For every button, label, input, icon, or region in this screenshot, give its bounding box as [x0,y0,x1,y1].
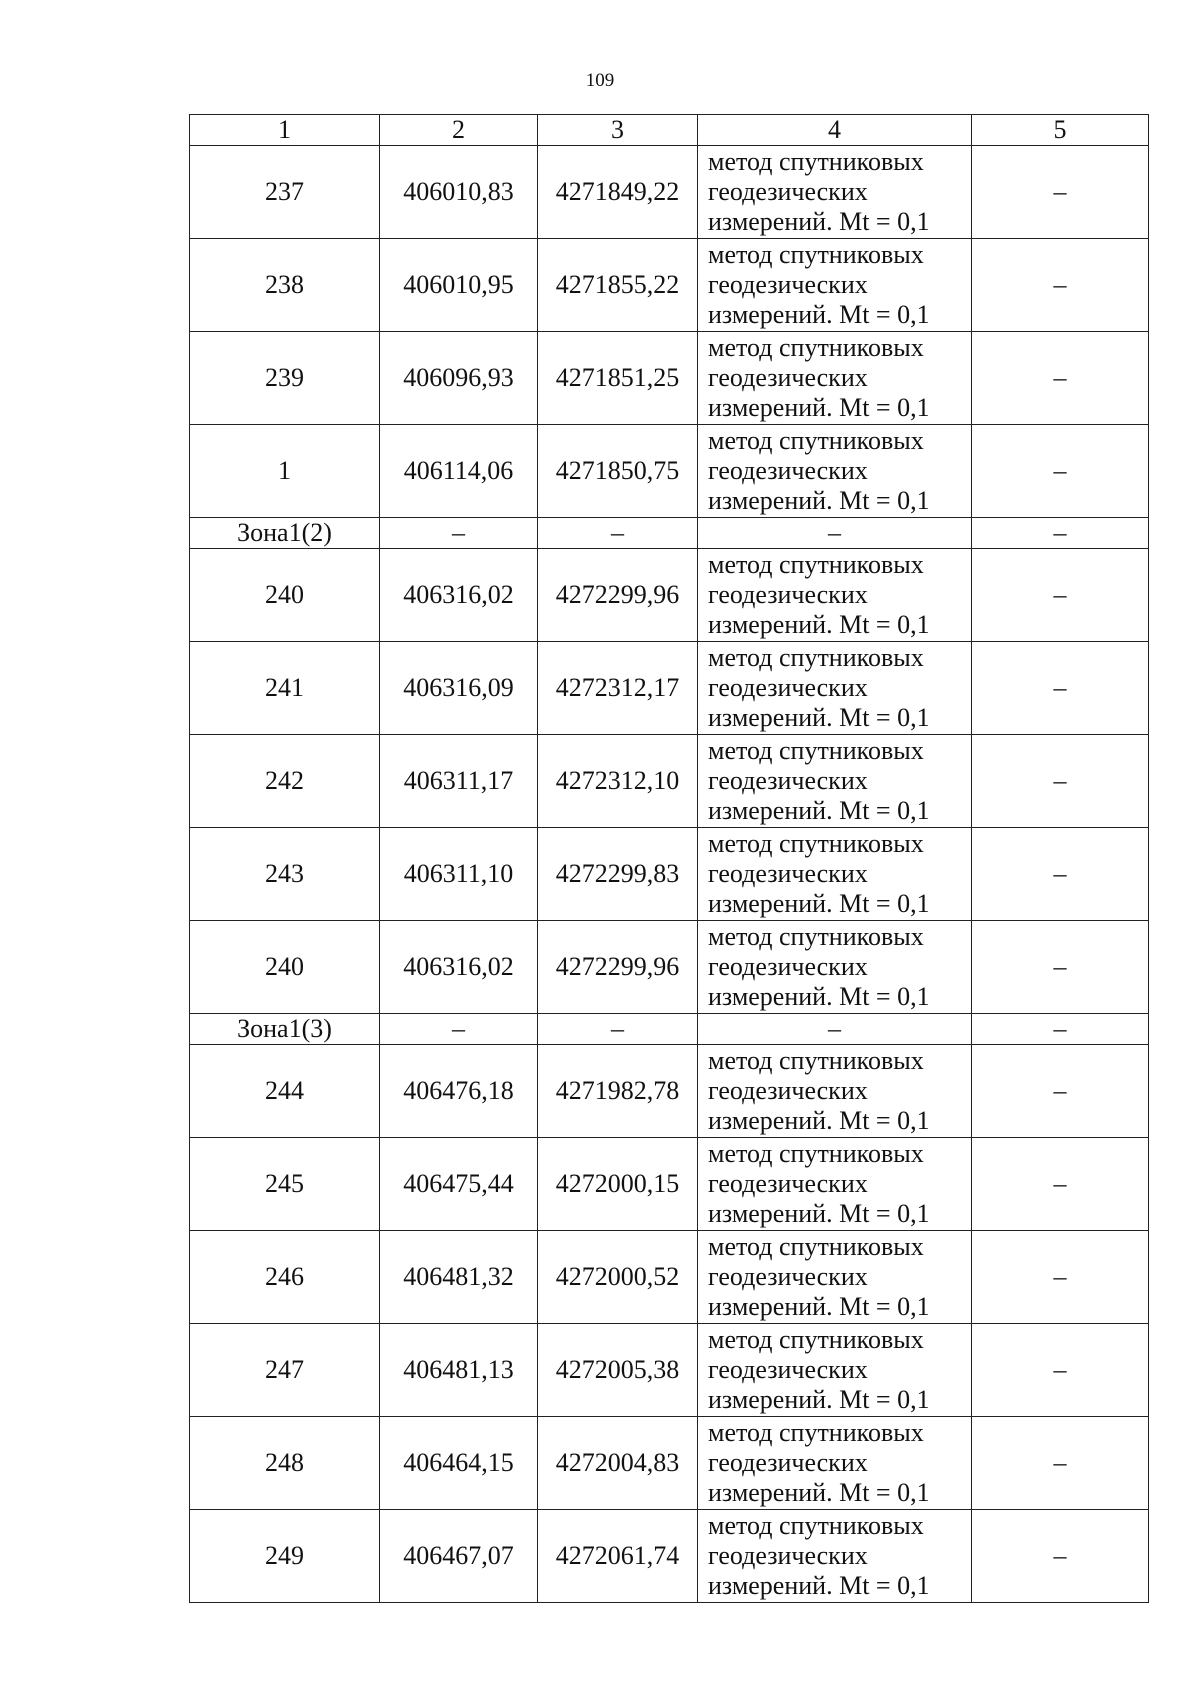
method-cell [698,146,972,239]
method-cell [698,1138,972,1231]
zone-row [190,1014,1149,1045]
method-cell [698,1510,972,1603]
table-row [190,828,1149,921]
note-cell: – [972,1417,1149,1510]
method-line: измерений. Mt = 0,1 [708,300,930,329]
method-line: измерений. Mt = 0,1 [708,1478,930,1507]
point-number-cell: 244 [190,1045,380,1138]
method-line: геодезических [708,1262,868,1291]
method-line: метод спутниковых [708,829,924,858]
table-row [190,1510,1149,1603]
method-line: геодезических [708,766,868,795]
y-coordinate-cell: – [538,1014,698,1045]
note-cell: – [972,1138,1149,1231]
point-number-cell: 241 [190,642,380,735]
method-line: – [828,1014,841,1043]
note-cell: – [972,239,1149,332]
x-coordinate-cell: 406316,02 [380,921,538,1014]
method-line: метод спутниковых [708,1418,924,1447]
page-number: 109 [585,70,615,91]
point-number-cell: 246 [190,1231,380,1324]
x-coordinate-cell: 406476,18 [380,1045,538,1138]
method-line: измерений. Mt = 0,1 [708,393,930,422]
method-cell [698,1231,972,1324]
y-coordinate-cell: 4272312,10 [538,735,698,828]
method-line: геодезических [708,1355,868,1384]
table-row [190,425,1149,518]
table-row [190,1138,1149,1231]
method-line: метод спутниковых [708,1232,924,1261]
method-line: геодезических [708,456,868,485]
point-number-cell: 248 [190,1417,380,1510]
method-cell [698,239,972,332]
note-cell: – [972,1231,1149,1324]
method-line: геодезических [708,1541,868,1570]
method-line: метод спутниковых [708,1511,924,1540]
method-line: геодезических [708,859,868,888]
method-line: измерений. Mt = 0,1 [708,889,930,918]
column-header: 5 [972,115,1149,146]
y-coordinate-cell: 4271851,25 [538,332,698,425]
table-body [190,115,1149,1603]
column-header: 1 [190,115,380,146]
point-number-cell: Зона1(3) [190,1014,380,1045]
method-cell [698,642,972,735]
table-row [190,549,1149,642]
x-coordinate-cell: – [380,1014,538,1045]
point-number-cell: 242 [190,735,380,828]
method-line: геодезических [708,952,868,981]
method-line: метод спутниковых [708,147,924,176]
note-cell: – [972,1045,1149,1138]
note-cell: – [972,921,1149,1014]
y-coordinate-cell: 4271855,22 [538,239,698,332]
y-coordinate-cell: – [538,518,698,549]
x-coordinate-cell: 406010,95 [380,239,538,332]
method-line: измерений. Mt = 0,1 [708,207,930,236]
method-line: измерений. Mt = 0,1 [708,796,930,825]
note-cell: – [972,425,1149,518]
point-number-cell: 240 [190,921,380,1014]
method-line: геодезических [708,580,868,609]
method-line: измерений. Mt = 0,1 [708,1385,930,1414]
coordinates-table [189,114,1149,1603]
method-line: метод спутниковых [708,736,924,765]
y-coordinate-cell: 4271982,78 [538,1045,698,1138]
method-cell [698,1014,972,1045]
note-cell: – [972,1324,1149,1417]
method-cell [698,1324,972,1417]
x-coordinate-cell: 406311,17 [380,735,538,828]
table-row [190,1324,1149,1417]
note-cell: – [972,642,1149,735]
y-coordinate-cell: 4272004,83 [538,1417,698,1510]
x-coordinate-cell: 406010,83 [380,146,538,239]
method-line: метод спутниковых [708,426,924,455]
y-coordinate-cell: 4272312,17 [538,642,698,735]
method-line: геодезических [708,1076,868,1105]
x-coordinate-cell: 406096,93 [380,332,538,425]
y-coordinate-cell: 4272000,15 [538,1138,698,1231]
method-cell [698,1417,972,1510]
y-coordinate-cell: 4272000,52 [538,1231,698,1324]
y-coordinate-cell: 4272299,96 [538,549,698,642]
note-cell: – [972,518,1149,549]
method-line: геодезических [708,1448,868,1477]
method-line: метод спутниковых [708,1139,924,1168]
zone-row [190,518,1149,549]
x-coordinate-cell: 406467,07 [380,1510,538,1603]
method-line: измерений. Mt = 0,1 [708,1199,930,1228]
x-coordinate-cell: 406316,09 [380,642,538,735]
x-coordinate-cell: 406464,15 [380,1417,538,1510]
note-cell: – [972,828,1149,921]
note-cell: – [972,1510,1149,1603]
method-cell [698,921,972,1014]
method-line: метод спутниковых [708,240,924,269]
x-coordinate-cell: 406475,44 [380,1138,538,1231]
note-cell: – [972,1014,1149,1045]
method-line: измерений. Mt = 0,1 [708,486,930,515]
table-row [190,921,1149,1014]
table-row [190,735,1149,828]
method-line: метод спутниковых [708,333,924,362]
method-cell [698,332,972,425]
method-cell [698,828,972,921]
column-header: 2 [380,115,538,146]
method-line: измерений. Mt = 0,1 [708,610,930,639]
point-number-cell: 249 [190,1510,380,1603]
point-number-cell: 1 [190,425,380,518]
method-line: геодезических [708,363,868,392]
column-header: 3 [538,115,698,146]
method-cell [698,1045,972,1138]
x-coordinate-cell: 406481,13 [380,1324,538,1417]
table-row [190,332,1149,425]
method-line: измерений. Mt = 0,1 [708,1292,930,1321]
method-line: метод спутниковых [708,1046,924,1075]
method-cell [698,518,972,549]
point-number-cell: 240 [190,549,380,642]
x-coordinate-cell: 406114,06 [380,425,538,518]
y-coordinate-cell: 4272299,83 [538,828,698,921]
method-line: геодезических [708,673,868,702]
table-row [190,1417,1149,1510]
method-line: измерений. Mt = 0,1 [708,1571,930,1600]
table-row [190,642,1149,735]
note-cell: – [972,146,1149,239]
y-coordinate-cell: 4271850,75 [538,425,698,518]
x-coordinate-cell: 406311,10 [380,828,538,921]
point-number-cell: 238 [190,239,380,332]
point-number-cell: Зона1(2) [190,518,380,549]
method-line: геодезических [708,177,868,206]
x-coordinate-cell: – [380,518,538,549]
y-coordinate-cell: 4272005,38 [538,1324,698,1417]
point-number-cell: 243 [190,828,380,921]
method-line: геодезических [708,1169,868,1198]
method-line: – [828,518,841,547]
method-cell [698,735,972,828]
table-row [190,1231,1149,1324]
note-cell: – [972,735,1149,828]
method-line: измерений. Mt = 0,1 [708,982,930,1011]
note-cell: – [972,332,1149,425]
point-number-cell: 247 [190,1324,380,1417]
x-coordinate-cell: 406481,32 [380,1231,538,1324]
method-line: измерений. Mt = 0,1 [708,1106,930,1135]
table-row [190,146,1149,239]
method-line: измерений. Mt = 0,1 [708,703,930,732]
method-line: метод спутниковых [708,1325,924,1354]
table-row [190,239,1149,332]
table-header-row [190,115,1149,146]
y-coordinate-cell: 4272061,74 [538,1510,698,1603]
table-row [190,1045,1149,1138]
note-cell: – [972,549,1149,642]
method-line: метод спутниковых [708,550,924,579]
y-coordinate-cell: 4271849,22 [538,146,698,239]
point-number-cell: 245 [190,1138,380,1231]
point-number-cell: 237 [190,146,380,239]
method-line: метод спутниковых [708,922,924,951]
point-number-cell: 239 [190,332,380,425]
method-cell [698,549,972,642]
method-cell [698,425,972,518]
y-coordinate-cell: 4272299,96 [538,921,698,1014]
column-header: 4 [698,115,972,146]
method-line: геодезических [708,270,868,299]
x-coordinate-cell: 406316,02 [380,549,538,642]
method-line: метод спутниковых [708,643,924,672]
